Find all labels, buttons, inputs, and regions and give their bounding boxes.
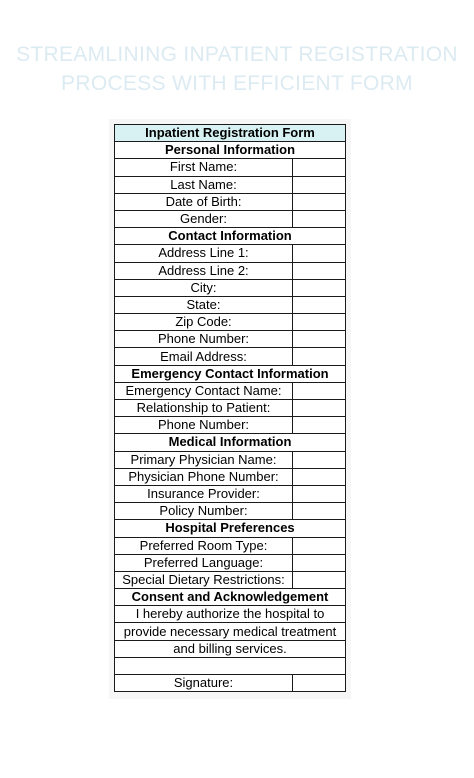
field-input-address-line-1[interactable] bbox=[293, 245, 346, 262]
field-label-address-line-1: Address Line 1: bbox=[115, 245, 293, 262]
consent-text-line-2: provide necessary medical treatment bbox=[115, 623, 346, 640]
field-label-first-name: First Name: bbox=[115, 159, 293, 176]
field-input-zip-code[interactable] bbox=[293, 314, 346, 331]
table-row bbox=[115, 176, 346, 193]
field-input-emergency-contact-name[interactable] bbox=[293, 382, 346, 399]
section-header-personal: Personal Information bbox=[115, 142, 346, 159]
form-title-row bbox=[115, 125, 346, 142]
table-row bbox=[115, 159, 346, 176]
field-label-email-address: Email Address: bbox=[115, 348, 293, 365]
field-input-signature[interactable] bbox=[293, 675, 346, 692]
table-row bbox=[115, 348, 346, 365]
table-row bbox=[115, 554, 346, 571]
field-label-primary-physician: Primary Physician Name: bbox=[115, 451, 293, 468]
field-label-zip-code: Zip Code: bbox=[115, 314, 293, 331]
field-input-room-type[interactable] bbox=[293, 537, 346, 554]
table-row bbox=[115, 314, 346, 331]
table-row bbox=[115, 571, 346, 588]
field-input-emergency-phone[interactable] bbox=[293, 417, 346, 434]
field-input-last-name[interactable] bbox=[293, 176, 346, 193]
table-row bbox=[115, 262, 346, 279]
consent-text-line-3: and billing services. bbox=[115, 640, 346, 657]
form-title: Inpatient Registration Form bbox=[115, 125, 346, 142]
table-row bbox=[115, 245, 346, 262]
section-header-consent: Consent and Acknowledgement bbox=[115, 589, 346, 606]
table-row bbox=[115, 417, 346, 434]
field-input-address-line-2[interactable] bbox=[293, 262, 346, 279]
field-label-gender: Gender: bbox=[115, 210, 293, 227]
field-label-emergency-phone: Phone Number: bbox=[115, 417, 293, 434]
field-label-relationship: Relationship to Patient: bbox=[115, 400, 293, 417]
registration-form-table bbox=[114, 124, 346, 692]
field-input-dietary[interactable] bbox=[293, 571, 346, 588]
table-row bbox=[115, 331, 346, 348]
field-input-policy-number[interactable] bbox=[293, 503, 346, 520]
section-header-contact: Contact Information bbox=[115, 228, 346, 245]
field-label-room-type: Preferred Room Type: bbox=[115, 537, 293, 554]
field-input-relationship[interactable] bbox=[293, 400, 346, 417]
table-row bbox=[115, 468, 346, 485]
field-input-phone-number[interactable] bbox=[293, 331, 346, 348]
blank-row bbox=[115, 657, 346, 674]
field-input-physician-phone[interactable] bbox=[293, 468, 346, 485]
field-label-state: State: bbox=[115, 296, 293, 313]
field-label-address-line-2: Address Line 2: bbox=[115, 262, 293, 279]
field-input-email-address[interactable] bbox=[293, 348, 346, 365]
field-input-first-name[interactable] bbox=[293, 159, 346, 176]
table-row bbox=[115, 382, 346, 399]
page-title-line-1: STREAMLINING INPATIENT REGISTRATION bbox=[16, 43, 458, 66]
field-label-date-of-birth: Date of Birth: bbox=[115, 193, 293, 210]
field-label-language: Preferred Language: bbox=[115, 554, 293, 571]
field-label-last-name: Last Name: bbox=[115, 176, 293, 193]
table-row bbox=[115, 400, 346, 417]
page-title-line-2: PROCESS WITH EFFICIENT FORM bbox=[61, 72, 413, 95]
section-header-hospital: Hospital Preferences bbox=[115, 520, 346, 537]
table-row bbox=[115, 485, 346, 502]
section-header-medical: Medical Information bbox=[115, 434, 346, 451]
section-header-emergency: Emergency Contact Information bbox=[115, 365, 346, 382]
field-input-gender[interactable] bbox=[293, 210, 346, 227]
page-title bbox=[0, 40, 474, 98]
table-row bbox=[115, 210, 346, 227]
field-label-city: City: bbox=[115, 279, 293, 296]
table-row bbox=[115, 296, 346, 313]
field-input-state[interactable] bbox=[293, 296, 346, 313]
table-row bbox=[115, 451, 346, 468]
field-input-primary-physician[interactable] bbox=[293, 451, 346, 468]
field-input-insurance-provider[interactable] bbox=[293, 485, 346, 502]
field-label-physician-phone: Physician Phone Number: bbox=[115, 468, 293, 485]
table-row bbox=[115, 279, 346, 296]
table-row bbox=[115, 503, 346, 520]
field-label-signature: Signature: bbox=[115, 675, 293, 692]
field-label-dietary: Special Dietary Restrictions: bbox=[115, 571, 293, 588]
field-input-language[interactable] bbox=[293, 554, 346, 571]
field-label-phone-number: Phone Number: bbox=[115, 331, 293, 348]
field-input-city[interactable] bbox=[293, 279, 346, 296]
field-label-insurance-provider: Insurance Provider: bbox=[115, 485, 293, 502]
field-input-date-of-birth[interactable] bbox=[293, 193, 346, 210]
field-label-policy-number: Policy Number: bbox=[115, 503, 293, 520]
table-row bbox=[115, 675, 346, 692]
table-row bbox=[115, 537, 346, 554]
consent-text-line-1: I hereby authorize the hospital to bbox=[115, 606, 346, 623]
field-label-emergency-contact-name: Emergency Contact Name: bbox=[115, 382, 293, 399]
table-row bbox=[115, 193, 346, 210]
